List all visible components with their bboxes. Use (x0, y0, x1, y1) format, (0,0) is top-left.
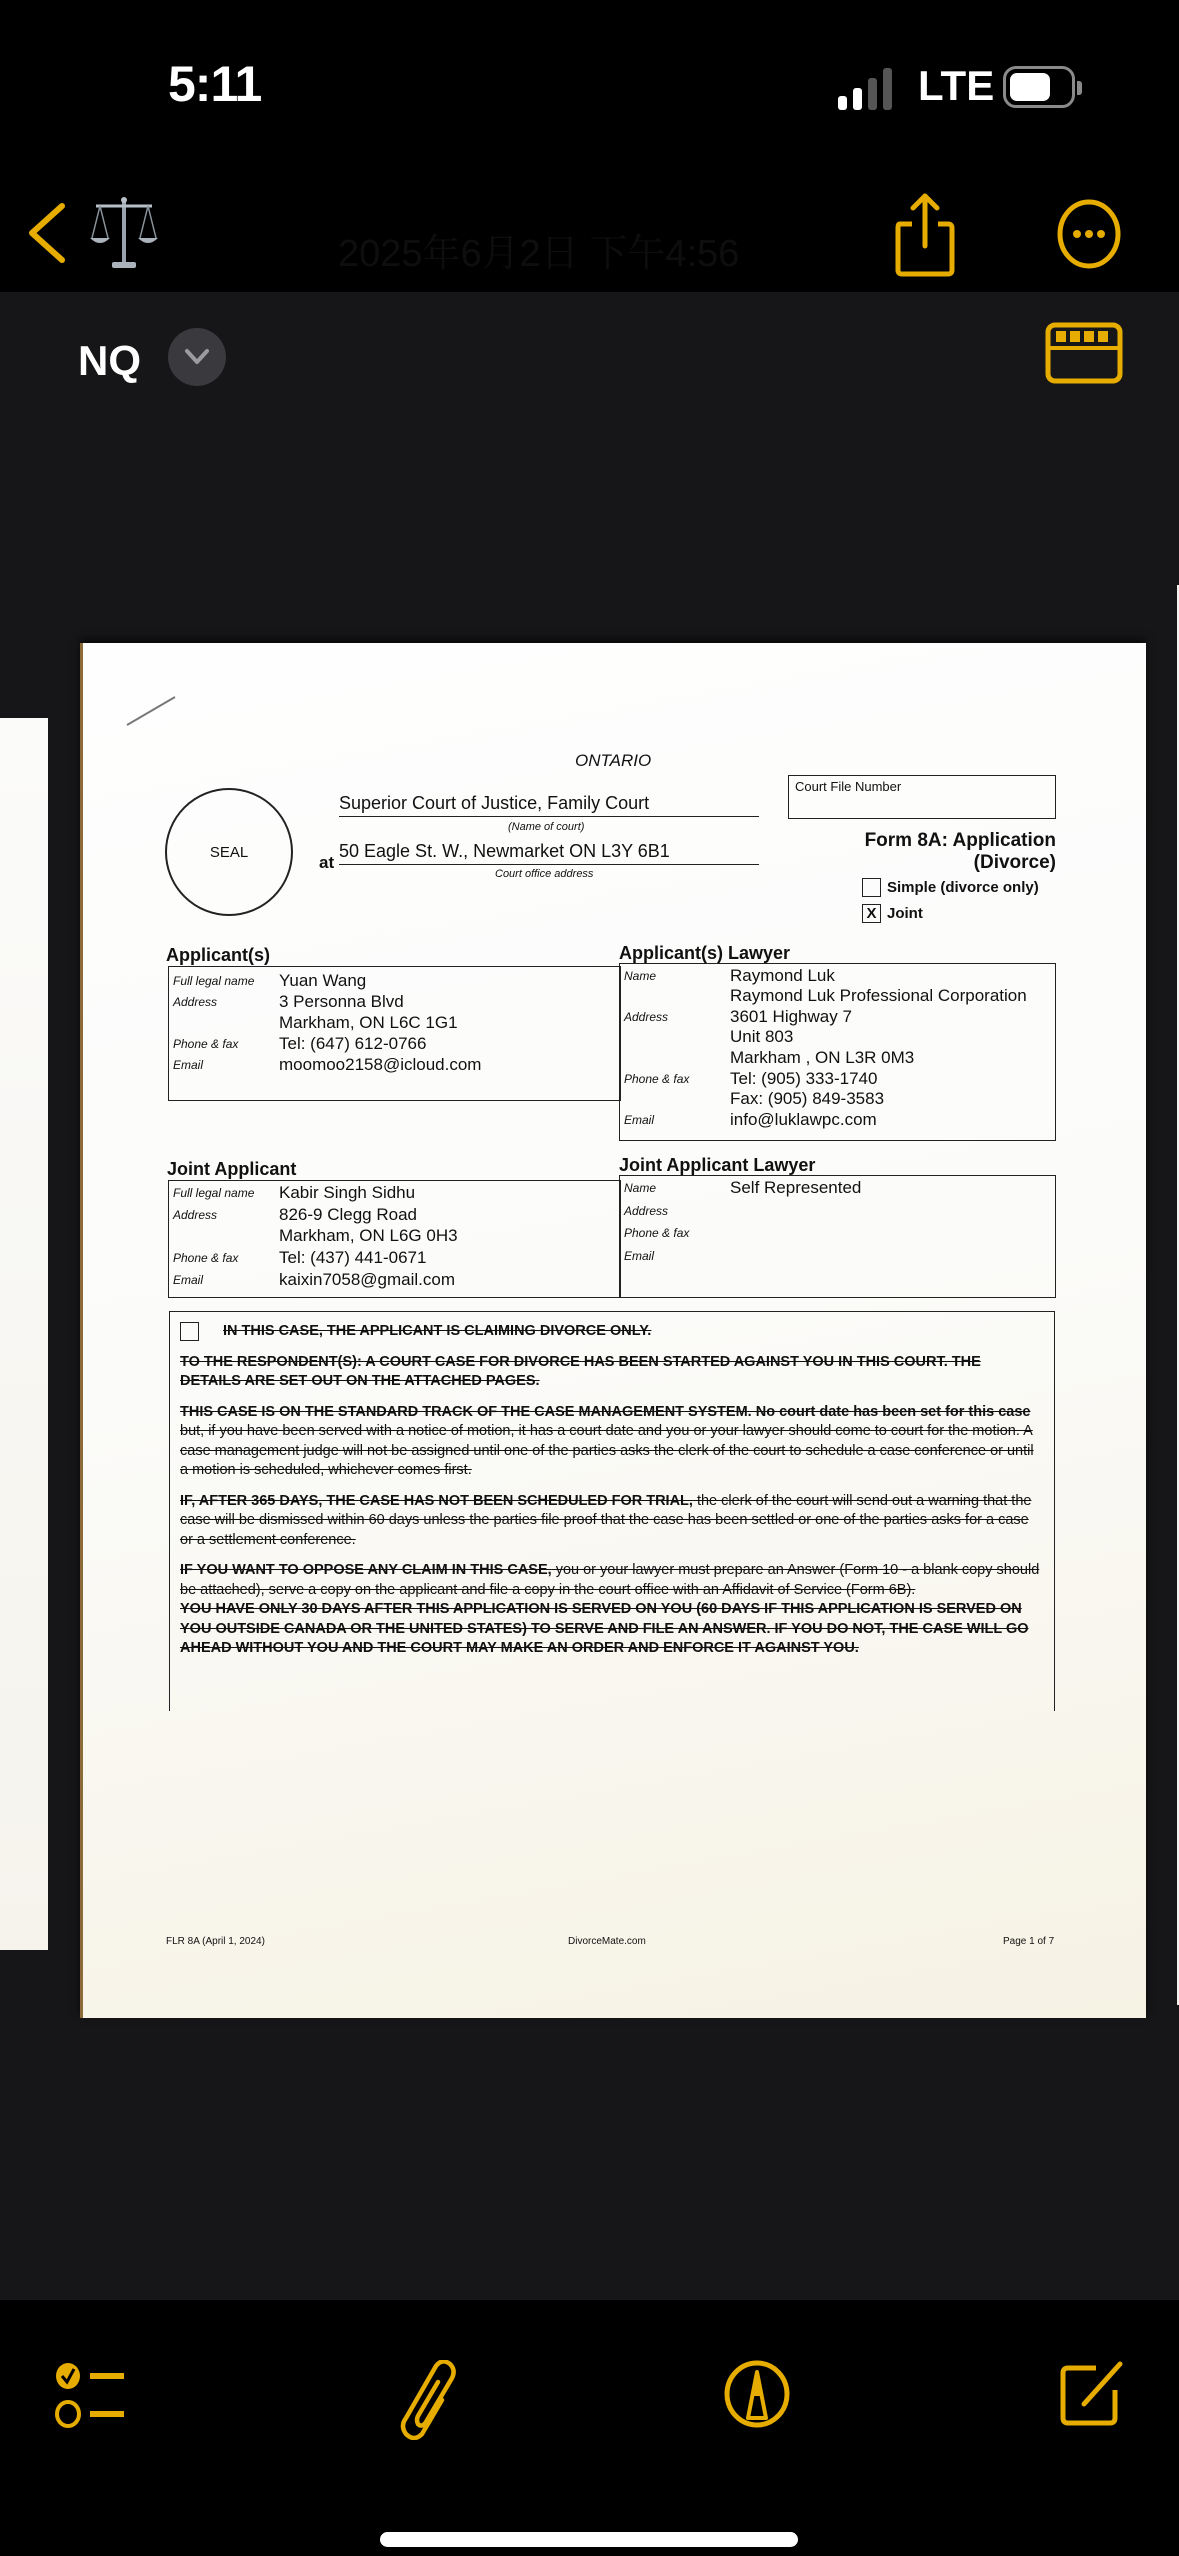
seal-label: SEAL (209, 843, 249, 861)
status-bar (0, 0, 1179, 170)
track-paragraph: THIS CASE IS ON THE STANDARD TRACK OF THE CASE MANAGEMENT SYSTEM. No court date has been set for this case but, if you have been served with a notice of motion, it has a court date and you or your lawyer should come to court for the motion. A case management judge will not be assigned until one of the parties asks the clerk of the court to schedule a case conference or until a motion is scheduled, whichever comes first. (180, 1403, 1034, 1478)
court-name-caption: (Name of court) (508, 821, 585, 833)
option-simple (862, 878, 1039, 897)
days-paragraph: IF, AFTER 365 DAYS, THE CASE HAS NOT BEEN SCHEDULED FOR TRIAL, the clerk of the court will send out a warning that the case will be dismissed within 60 days unless the parties file proof that the case has been settled or one of the parties asks for a case or a settlement conference. (180, 1492, 1032, 1548)
page-number: Page 1 of 7 (1003, 1936, 1055, 1947)
previous-page-edge[interactable] (0, 718, 48, 1950)
more-options-icon[interactable] (1056, 198, 1122, 270)
joint-applicant-box: Full legal name Kabir Singh Sidhu Address 826-9 Clegg Road Markham, ON L6G 0H3 Phone & fax Tel: (437) 441-0671 Email kaixin7058@gmail.com (168, 1180, 621, 1298)
balance-scale-icon (88, 194, 160, 272)
checkbox-joint: X (862, 904, 881, 923)
scanned-document-page[interactable] (80, 643, 1146, 2018)
folder-label[interactable]: NQ (78, 337, 141, 384)
compose-icon[interactable] (1060, 2360, 1126, 2428)
court-file-number-box (788, 775, 1056, 819)
share-icon[interactable] (892, 188, 958, 278)
attachment-icon[interactable] (394, 2360, 464, 2440)
checkbox-simple (862, 878, 881, 897)
scan-gallery-icon[interactable] (1045, 322, 1123, 384)
jurisdiction-label: ONTARIO (575, 751, 652, 770)
respondent-paragraph: TO THE RESPONDENT(S): A COURT CASE FOR DIVORCE HAS BEEN STARTED AGAINST YOU IN THIS COURT. THE DETAILS ARE SET OUT ON THE ATTACHED PAGES. (180, 1353, 981, 1389)
chevron-down-icon (184, 348, 210, 366)
at-label: at (319, 853, 335, 872)
divorce-only-line (180, 1322, 1044, 1342)
court-name: Superior Court of Justice, Family Court (339, 793, 759, 817)
oppose-paragraph: IF YOU WANT TO OPPOSE ANY CLAIM IN THIS CASE, you or your lawyer must prepare an Answer (Form 10 - a blank copy should be attached), serve a copy on the applicant and file a copy in the court office with an Affidavit of Service (Form 6B). (180, 1562, 1040, 1598)
form-code: FLR 8A (April 1, 2024) (166, 1936, 265, 1947)
pen-mark (123, 691, 183, 731)
cellular-signal-icon (838, 68, 894, 110)
folder-chevron-button[interactable] (168, 328, 226, 386)
form-title (783, 830, 1056, 874)
option-joint-label: Joint (887, 905, 923, 922)
court-address-caption: Court office address (495, 868, 594, 880)
checklist-icon[interactable] (54, 2360, 130, 2440)
notice-to-respondent (169, 1311, 1055, 1711)
home-indicator[interactable] (380, 2532, 798, 2547)
applicant-title: Applicant(s) (166, 945, 271, 965)
bottom-toolbar (0, 2300, 1179, 2556)
option-joint (862, 904, 923, 923)
navigation-bar (0, 170, 1179, 292)
markup-icon[interactable] (724, 2360, 790, 2428)
checkbox-divorce-only (180, 1322, 199, 1341)
form-title-line1: Form 8A: Application (864, 830, 1056, 851)
joint-applicant-title: Joint Applicant (167, 1159, 297, 1179)
seal-circle (165, 788, 293, 916)
deadline-paragraph: YOU HAVE ONLY 30 DAYS AFTER THIS APPLICATION IS SERVED ON YOU (60 DAYS IF THIS APPLICATION IS SERVED ON YOU OUTSIDE CANADA OR THE UNITED STATES) TO SERVE AND FILE AN ANSWER. IF YOU DO NOT, THE CASE WILL GO AHEAD WITHOUT YOU AND THE COURT MAY MAKE AN ORDER AND ENFORCE IT AGAINST YOU. (180, 1601, 1029, 1656)
divorce-only-text: IN THIS CASE, THE APPLICANT IS CLAIMING DIVORCE ONLY. (223, 1323, 652, 1339)
applicant-lawyer-title: Applicant(s) Lawyer (619, 943, 791, 963)
court-address: 50 Eagle St. W., Newmarket ON L3Y 6B1 (339, 841, 759, 865)
form-title-line2: (Divorce) (973, 852, 1056, 873)
joint-lawyer-box: Name Self Represented Address Phone & fax Email (619, 1175, 1056, 1298)
footer-source: DivorceMate.com (568, 1936, 646, 1947)
network-type: LTE (918, 62, 995, 109)
note-title: 2025年6月2日 下午4:56 (338, 233, 740, 275)
court-file-number-label: Court File Number (795, 779, 902, 794)
joint-lawyer-title: Joint Applicant Lawyer (619, 1155, 816, 1175)
status-time: 5:11 (168, 56, 262, 112)
option-simple-label: Simple (divorce only) (887, 879, 1039, 896)
chevron-left-icon[interactable] (22, 198, 72, 268)
battery-icon (1003, 66, 1075, 108)
applicant-box: Full legal name Yuan Wang Address 3 Personna Blvd Markham, ON L6C 1G1 Phone & fax Tel: (647) 612-0766 Email moomoo2158@icloud.com (168, 966, 621, 1101)
applicant-lawyer-box: Name Raymond Luk Raymond Luk Professional Corporation Address 3601 Highway 7 Unit 803 Markham , ON L3R 0M3 Phone & fax Tel: (905) 333-1740 Fax: (905) 849-3583 Email info@luklawpc.com (619, 963, 1056, 1141)
